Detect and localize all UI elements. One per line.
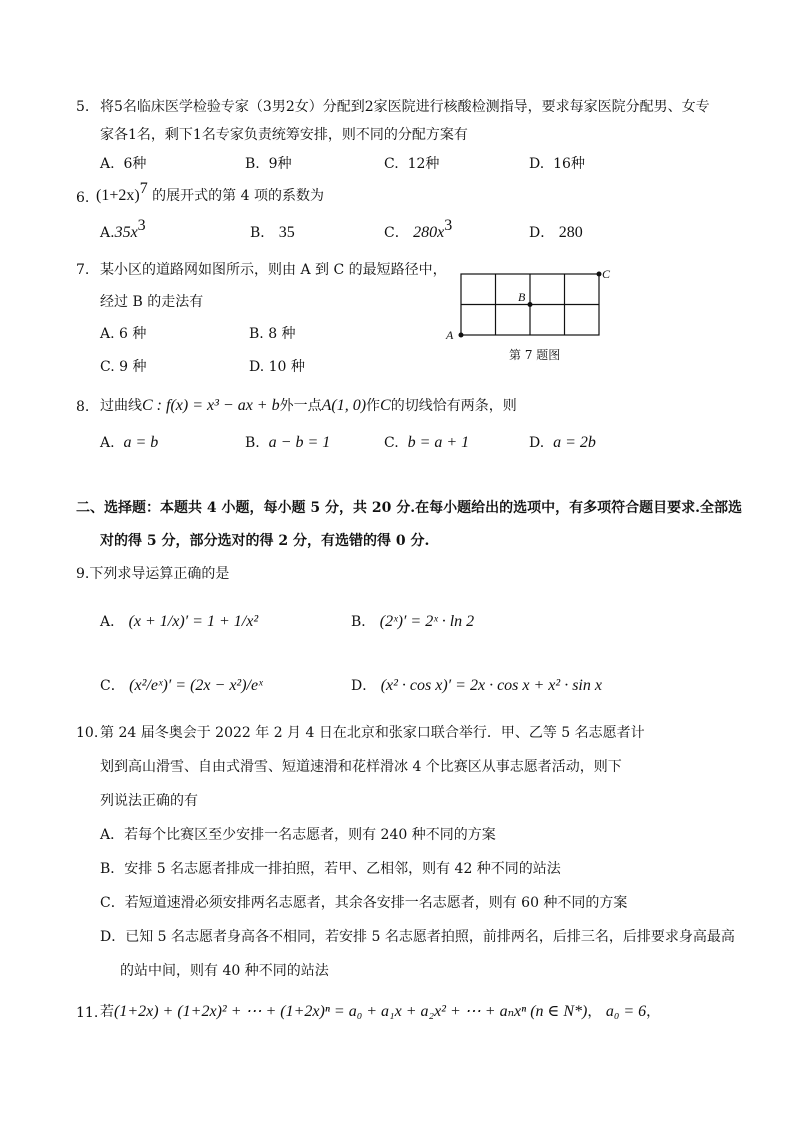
q10-line2: 划到高山滑雪、自由式滑雪、短道速滑和花样滑冰 4 个比赛区从事志愿者活动，则下	[100, 759, 622, 775]
q8-option-c: C. b = a + 1	[384, 434, 470, 451]
q7-option-d: D. 10 种	[249, 359, 305, 375]
q8-stem: 过曲线C : f(x) = x³ − ax + b外一点A(1, 0)作C的切线恰有两条，则	[100, 397, 517, 414]
point-a-dot	[459, 333, 464, 338]
q8-number: 8.	[76, 399, 90, 415]
q6-binomial: (1+2x)	[96, 187, 140, 204]
figure-caption: 第 7 题图	[509, 348, 561, 362]
q11-expansion: (1+2x) + (1+2x)² + ⋯ + (1+2x)ⁿ = a₀ + a₁x + a₂x² + ⋯ + aₙxⁿ (n ∈ N*)	[114, 1003, 588, 1020]
q10-option-a: A．若每个比赛区至少安排一名志愿者，则有 240 种不同的方案	[100, 827, 496, 843]
q9-option-d: D． (x² · cos x)′ = 2x · cos x + x² · sin x	[351, 677, 602, 694]
q5-option-c: C. 12种	[384, 156, 440, 172]
q11-number: 11.	[76, 1005, 99, 1021]
q6-option-d: D． 280	[529, 224, 583, 241]
q5-option-d: D. 16种	[529, 156, 585, 172]
q5-line2: 家各1名，剩下1名专家负责统筹安排，则不同的分配方案有	[100, 127, 468, 143]
q6-option-b: B． 35	[250, 224, 295, 241]
q10-number: 10.	[76, 725, 99, 741]
q8-option-a: A. a = b	[100, 434, 159, 451]
q5-line1: 将5名临床医学检验专家（3男2女）分配到2家医院进行核酸检测指导，要求每家医院分配男、女专	[100, 99, 710, 115]
point-b-dot	[528, 302, 533, 307]
q9-option-b: B． (2ˣ)′ = 2ˣ · ln 2	[351, 613, 475, 630]
q11-stem: 若(1+2x) + (1+2x)² + ⋯ + (1+2x)ⁿ = a₀ + a₁x + a₂x² + ⋯ + aₙxⁿ (n ∈ N*)， a₀ = 6，	[100, 1003, 661, 1020]
q9-option-c-formula: (x²/eˣ)′ = (2x − x²)/eˣ	[129, 677, 263, 694]
q7-option-b: B. 8 种	[249, 326, 296, 342]
q10-option-d-cont: 的站中间，则有 40 种不同的站法	[120, 963, 329, 979]
q7-line1: 某小区的道路网如图所示，则由 A 到 C 的最短路径中，	[100, 262, 447, 278]
q8-option-d: D. a = 2b	[529, 434, 596, 451]
q9-option-d-formula: (x² · cos x)′ = 2x · cos x + x² · sin x	[380, 677, 602, 694]
q6-option-c: C． $280x^3$	[384, 217, 453, 241]
q6-option-a: $A.35x^3$	[100, 217, 146, 241]
label-a: A	[446, 328, 454, 342]
q5-number: 5.	[76, 99, 90, 115]
section2-heading-line2: 对的得 5 分，部分选对的得 2 分，有选错的得 0 分.	[100, 533, 430, 549]
q10-line1: 第 24 届冬奥会于 2022 年 2 月 4 日在北京和张家口联合举行．甲、乙等 5 名志愿者计	[100, 725, 645, 741]
q9-option-b-formula: (2ˣ)′ = 2ˣ · ln 2	[379, 613, 475, 630]
q7-option-a: A. 6 种	[100, 326, 147, 342]
q8-curve: C : f(x) = x³ − ax + b	[142, 397, 280, 414]
q7-option-c: C. 9 种	[100, 359, 147, 375]
q5-option-b: B. 9种	[245, 156, 292, 172]
label-b: B	[518, 290, 526, 304]
q10-option-b: B．安排 5 名志愿者排成一排拍照，若甲、乙相邻，则有 42 种不同的站法	[100, 861, 561, 877]
q6-number: 6.	[76, 190, 90, 206]
q6-exponent: 7	[139, 180, 148, 197]
q7-line2: 经过 B 的走法有	[100, 294, 204, 310]
q7-number: 7.	[76, 262, 90, 278]
q6-stem	[96, 180, 324, 206]
section2-heading-line1: 二、选择题：本题共 4 小题，每小题 5 分，共 20 分.在每小题给出的选项中，有多项符合题目要求.全部选	[76, 500, 742, 516]
q6-text: 的展开式的第 4 项的系数为	[152, 188, 324, 204]
q9-option-a: A． (x + 1/x)′ = 1 + 1/x²	[100, 613, 259, 630]
q8-point: A(1, 0)	[321, 397, 367, 414]
q9-option-a-formula: (x + 1/x)′ = 1 + 1/x²	[128, 613, 259, 630]
q8-option-b: B. a − b = 1	[245, 434, 331, 451]
q5-option-a: A. 6种	[100, 156, 147, 172]
label-c: C	[602, 267, 611, 281]
q9-stem: 9.下列求导运算正确的是	[76, 566, 230, 582]
q9-option-c: C． (x²/eˣ)′ = (2x − x²)/eˣ	[100, 677, 263, 694]
q10-option-d: D．已知 5 名志愿者身高各不相同，若安排 5 名志愿者拍照，前排两名，后排三名，后排要求身高最高	[100, 929, 735, 945]
q10-line3: 列说法正确的有	[100, 793, 198, 809]
point-c-dot	[597, 272, 602, 277]
q11-a0: a₀ = 6	[605, 1003, 647, 1020]
q10-option-c: C．若短道速滑必须安排两名志愿者，其余各安排一名志愿者，则有 60 种不同的方案	[100, 895, 628, 911]
